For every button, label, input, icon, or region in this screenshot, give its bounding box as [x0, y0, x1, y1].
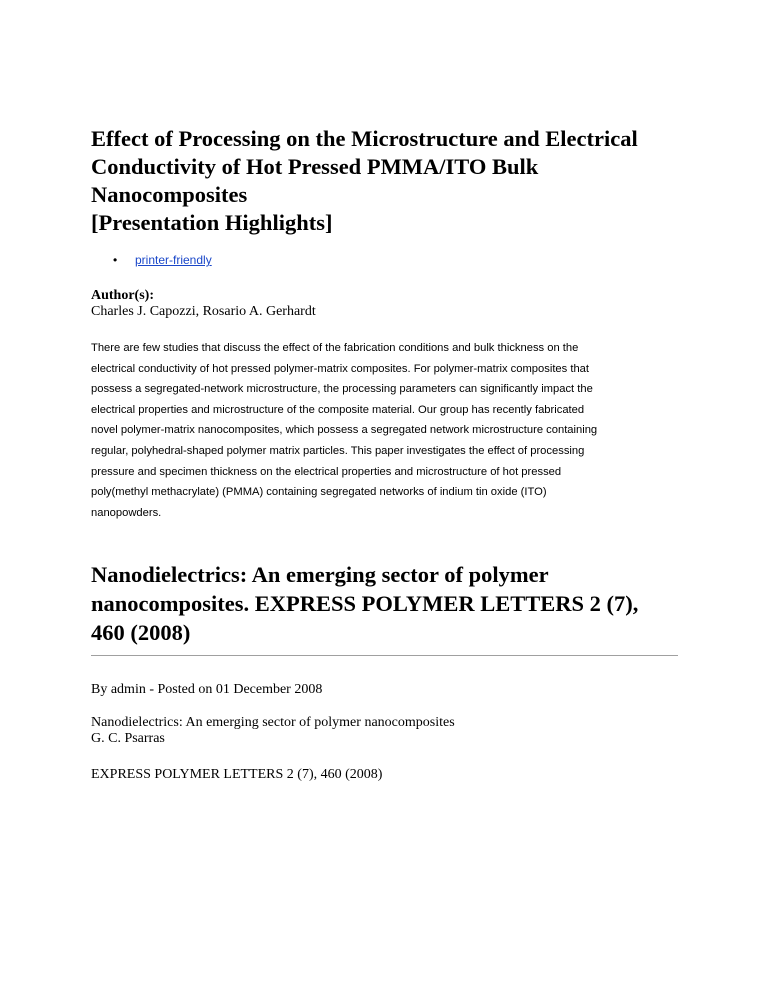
article-subtitle: [Presentation Highlights]: [91, 210, 333, 235]
article-title-line: Effect of Processing on the Microstructure and Electrical: [91, 126, 638, 151]
list-item: [91, 251, 212, 269]
abstract: [91, 338, 681, 523]
abstract-line: electrical properties and microstructure of the composite material. Our group has recently fabricated: [91, 403, 585, 416]
post-meta: By admin - Posted on 01 December 2008: [91, 682, 323, 697]
article-title-line: Nanocomposites: [91, 182, 248, 207]
divider: [91, 655, 678, 656]
abstract-line: pressure and specimen thickness on the electrical properties and microstructure of hot pressed: [91, 465, 562, 478]
abstract-line: There are few studies that discuss the effect of the fabrication conditions and bulk thickness on the: [91, 342, 579, 354]
bullet-icon: •: [113, 253, 118, 267]
authors-names: Charles J. Capozzi, Rosario A. Gerhardt: [91, 304, 316, 319]
post-title-line: Nanodielectrics: An emerging sector of polymer: [91, 562, 549, 587]
abstract-line: poly(methyl methacrylate) (PMMA) containing segregated networks of indium tin oxide (ITO): [91, 486, 547, 499]
article-links: [91, 251, 212, 269]
abstract-line: electrical conductivity of hot pressed polymer-matrix composites. For polymer-matrix composites that: [91, 362, 590, 375]
journal-citation: EXPRESS POLYMER LETTERS 2 (7), 460 (2008): [91, 767, 383, 782]
post-title-line: nanocomposites. EXPRESS POLYMER LETTERS 2 (7),: [91, 591, 639, 616]
abstract-line: possess a segregated-network microstructure, the processing parameters can significantly impact the: [91, 383, 593, 396]
abstract-line: novel polymer-matrix nanocomposites, which possess a segregated network microstructure containing: [91, 424, 598, 437]
post-title: [91, 560, 681, 647]
printer-friendly-link[interactable]: printer-friendly: [135, 253, 212, 267]
authors-label: Author(s):: [91, 288, 154, 303]
post-title-line: 460 (2008): [91, 620, 191, 645]
abstract-line: nanopowders.: [91, 506, 162, 519]
article-title: [91, 125, 681, 237]
article-title-line: Conductivity of Hot Pressed PMMA/ITO Bulk: [91, 154, 539, 179]
reference-block: [91, 715, 455, 747]
abstract-line: regular, polyhedral-shaped polymer matrix particles. This paper investigates the effect of processing: [91, 444, 585, 457]
reference-title: Nanodielectrics: An emerging sector of polymer nanocomposites: [91, 715, 455, 730]
authors-block: [91, 288, 316, 320]
reference-author: G. C. Psarras: [91, 731, 165, 746]
